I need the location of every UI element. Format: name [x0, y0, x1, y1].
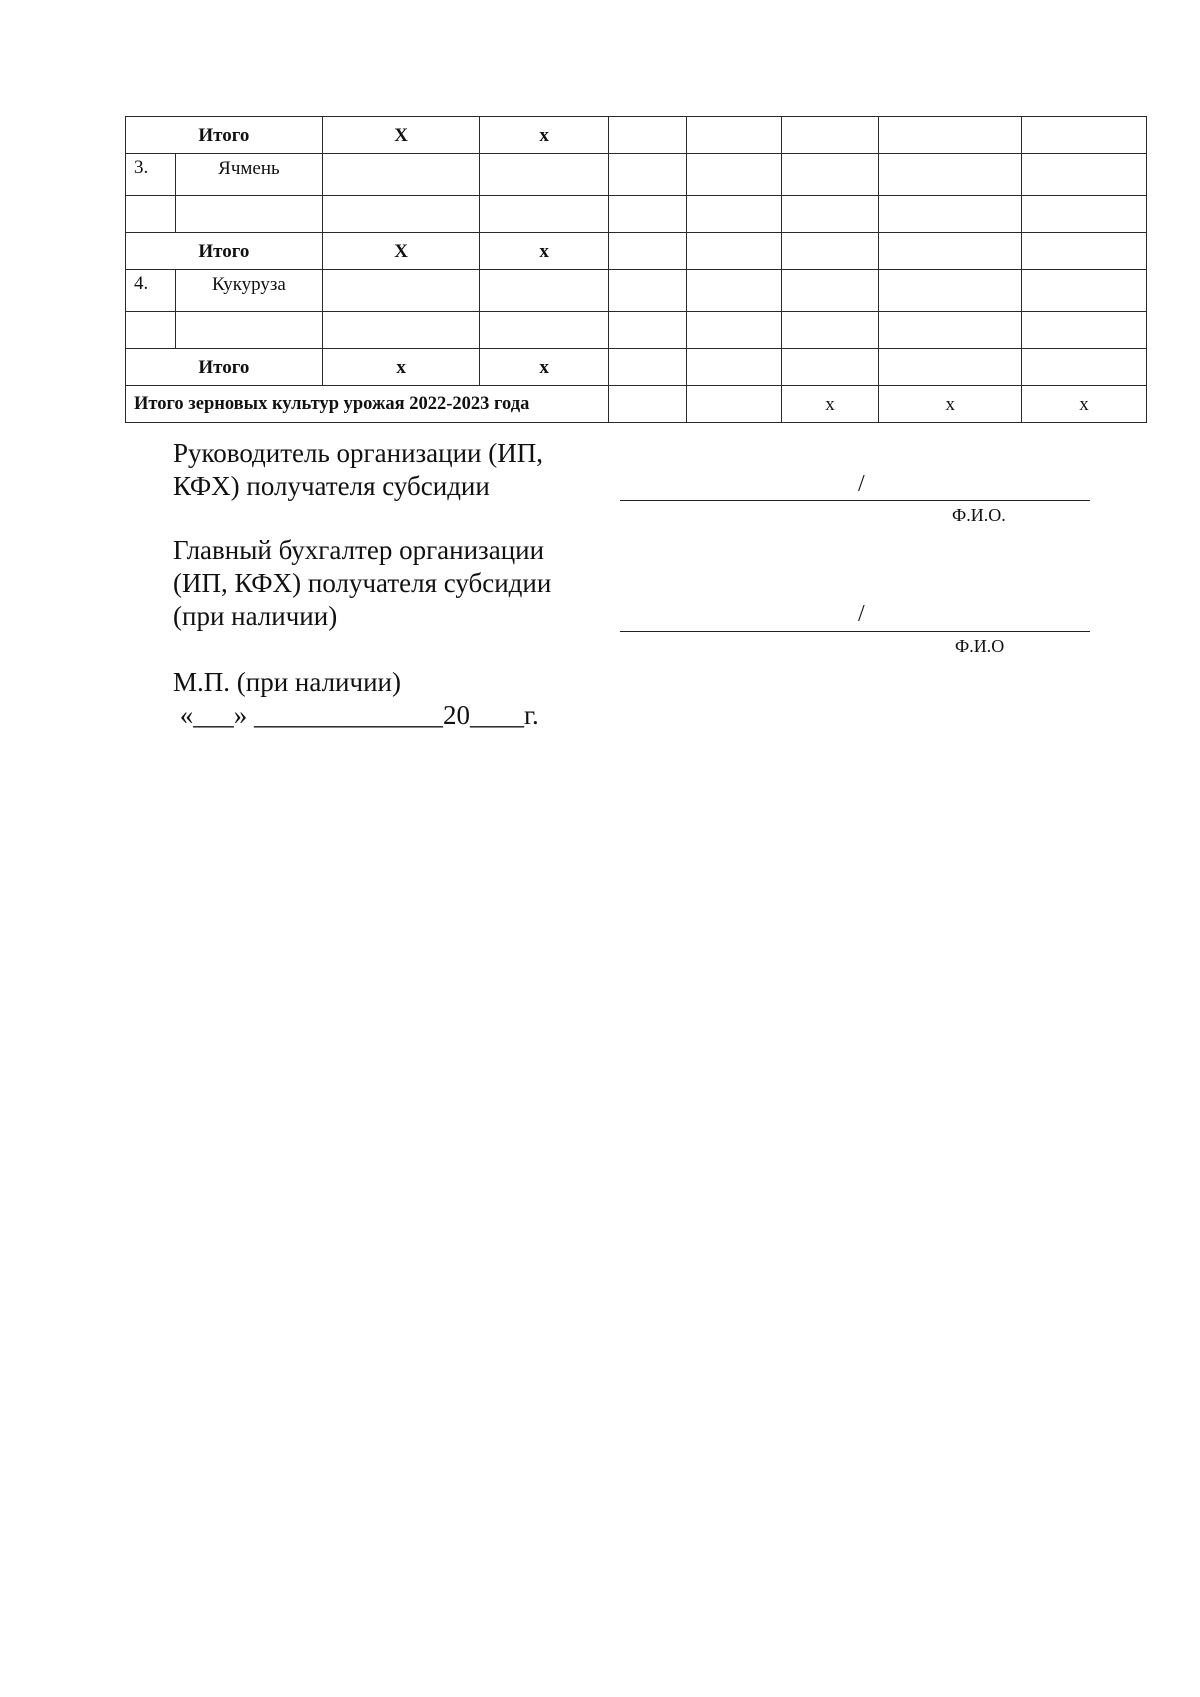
- total-label: Итого: [126, 117, 323, 154]
- table-cell: [781, 270, 879, 312]
- total-cell: X: [322, 117, 480, 154]
- table-cell: [322, 312, 480, 349]
- row-number: 4.: [126, 270, 176, 312]
- stamp-label: М.П. (при наличии): [173, 667, 401, 697]
- table-cell: [1021, 349, 1146, 386]
- table-cell: [781, 196, 879, 233]
- total-cell: x: [322, 349, 480, 386]
- table-cell: [480, 312, 608, 349]
- total-cell: X: [322, 233, 480, 270]
- head-signature-slash: /: [858, 471, 865, 497]
- table-cell: [608, 233, 686, 270]
- crop-name: Кукуруза: [176, 270, 323, 312]
- table-cell: [1021, 270, 1146, 312]
- table-cell: [781, 349, 879, 386]
- accountant-signature-label: [173, 534, 551, 633]
- table-cell: [608, 154, 686, 196]
- grand-total-label: Итого зерновых культур урожая 2022-2023 года: [126, 386, 609, 423]
- table-row: [126, 154, 1147, 196]
- table-row: [126, 349, 1147, 386]
- table-cell: [480, 196, 608, 233]
- row-number: 3.: [126, 154, 176, 196]
- table-cell: [687, 270, 782, 312]
- table-cell: [687, 154, 782, 196]
- table-cell: [879, 312, 1021, 349]
- table-cell: [322, 270, 480, 312]
- grand-total-cell: x: [879, 386, 1021, 423]
- table-row: [126, 270, 1147, 312]
- table-cell: [608, 270, 686, 312]
- table-cell: [480, 154, 608, 196]
- table-cell: [687, 349, 782, 386]
- table-cell: [608, 312, 686, 349]
- table-cell: [322, 154, 480, 196]
- table-cell: [879, 233, 1021, 270]
- head-label-line2: КФХ) получателя субсидии: [173, 471, 490, 501]
- accountant-fio-caption: Ф.И.О: [955, 636, 1005, 656]
- table-row: [126, 117, 1147, 154]
- total-cell: x: [480, 117, 608, 154]
- table-cell: [781, 312, 879, 349]
- accountant-signature-line: [620, 631, 1090, 632]
- total-cell: x: [480, 233, 608, 270]
- table-cell: [480, 270, 608, 312]
- grain-crops-table: [125, 116, 1147, 423]
- table-cell: [687, 117, 782, 154]
- table-row: [126, 196, 1147, 233]
- head-label-line1: Руководитель организации (ИП,: [173, 438, 543, 468]
- table-cell: [1021, 154, 1146, 196]
- table-cell: [126, 196, 176, 233]
- accountant-label-line3: (при наличии): [173, 601, 338, 631]
- table-cell: [126, 312, 176, 349]
- table-cell: [1021, 196, 1146, 233]
- accountant-label-line1: Главный бухгалтер организации: [173, 535, 545, 565]
- table-cell: [879, 117, 1021, 154]
- table-cell: [608, 386, 686, 423]
- table-cell: [176, 196, 323, 233]
- table-cell: [687, 233, 782, 270]
- crop-name: Ячмень: [176, 154, 323, 196]
- table-cell: [879, 349, 1021, 386]
- accountant-signature-slash: /: [858, 601, 865, 627]
- table-row: [126, 233, 1147, 270]
- total-cell: x: [480, 349, 608, 386]
- table-cell: [687, 312, 782, 349]
- head-signature-label: [173, 437, 543, 503]
- stamp-block: [173, 666, 539, 732]
- grand-total-cell: x: [1021, 386, 1146, 423]
- table-cell: [176, 312, 323, 349]
- table-cell: [1021, 312, 1146, 349]
- table-cell: [1021, 117, 1146, 154]
- table-cell: [1021, 233, 1146, 270]
- grand-total-row: [126, 386, 1147, 423]
- head-signature-line: [620, 500, 1090, 501]
- table-cell: [879, 196, 1021, 233]
- table-cell: [687, 386, 782, 423]
- table-cell: [322, 196, 480, 233]
- accountant-label-line2: (ИП, КФХ) получателя субсидии: [173, 568, 552, 598]
- table-cell: [879, 270, 1021, 312]
- table-cell: [781, 233, 879, 270]
- table-cell: [781, 154, 879, 196]
- table-cell: [608, 196, 686, 233]
- table-cell: [608, 117, 686, 154]
- table-row: [126, 312, 1147, 349]
- table-cell: [781, 117, 879, 154]
- date-line: «___» ______________20____г.: [173, 700, 539, 730]
- table-cell: [608, 349, 686, 386]
- head-fio-caption: Ф.И.О.: [952, 505, 1006, 525]
- grand-total-cell: x: [781, 386, 879, 423]
- table-cell: [687, 196, 782, 233]
- total-label: Итого: [126, 233, 323, 270]
- total-label: Итого: [126, 349, 323, 386]
- table-cell: [879, 154, 1021, 196]
